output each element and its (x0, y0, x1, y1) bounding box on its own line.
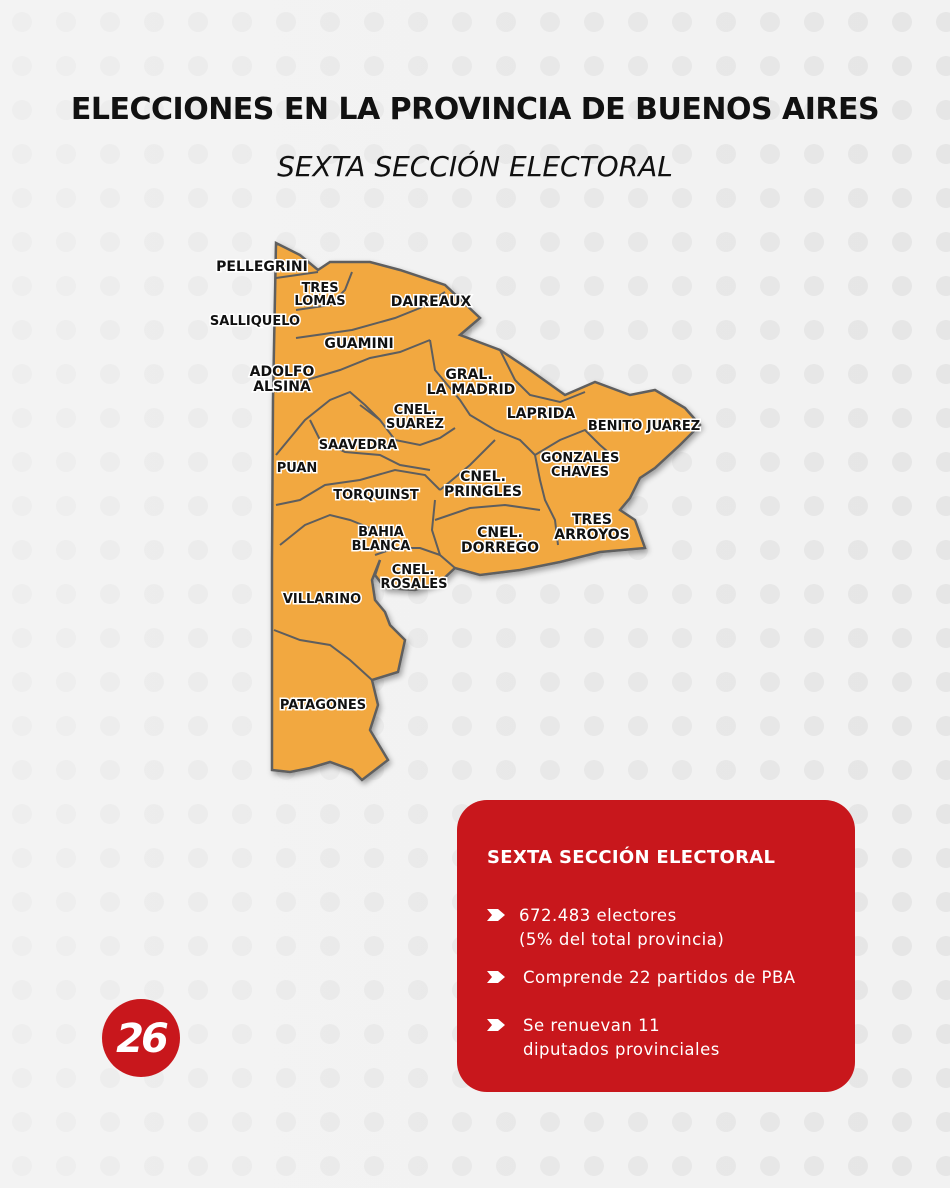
info-bullet-electores (487, 904, 724, 952)
arrow-bullet-icon (487, 971, 505, 983)
info-card (457, 800, 855, 1092)
label-gonzales-chaves-1: GONZALES (540, 451, 620, 466)
arrow-bullet-icon (487, 1019, 505, 1031)
info-bullet-diputados (487, 1014, 720, 1062)
arrow-bullet-icon (487, 909, 505, 921)
label-saavedra: SAAVEDRA (318, 438, 398, 453)
label-adolfo-alsina-2: ALSINA (253, 379, 311, 395)
channel-26-logo (101, 998, 181, 1078)
label-bahia-blanca-1: BAHIA (358, 525, 404, 540)
logo-text: 26 (116, 1016, 166, 1062)
label-tres-arroyos-2: ARROYOS (554, 527, 630, 543)
label-cnel-suarez-2: SUAREZ (386, 417, 444, 432)
label-guamini: GUAMINI (324, 336, 394, 352)
label-patagones: PATAGONES (279, 698, 367, 713)
info-bullet-text: (5% del total provincia) (519, 930, 725, 949)
label-villarino: VILLARINO (282, 592, 362, 607)
label-tres-lomas-1: TRES (301, 281, 339, 296)
label-laprida: LAPRIDA (506, 406, 576, 422)
label-daireaux: DAIREAUX (390, 294, 472, 310)
label-cnel-rosales-2: ROSALES (380, 577, 448, 592)
label-adolfo-alsina-1: ADOLFO (249, 364, 315, 380)
label-gral-la-madrid-2: LA MADRID (426, 382, 516, 398)
page-subtitle: SEXTA SECCIÓN ELECTORAL (277, 150, 673, 183)
label-bahia-blanca-2: BLANCA (351, 539, 411, 554)
info-bullet-text: 672.483 electores (519, 906, 677, 925)
label-cnel-pringles-2: PRINGLES (443, 484, 523, 500)
info-card-title: SEXTA SECCIÓN ELECTORAL (487, 847, 776, 868)
label-gonzales-chaves-2: CHAVES (551, 465, 609, 480)
label-salliquelo: SALLIQUELO (209, 314, 301, 329)
label-cnel-dorrego-1: CNEL. (477, 525, 523, 541)
label-torquinst: TORQUINST (333, 488, 419, 503)
label-tres-lomas-2: LOMAS (294, 294, 346, 309)
label-pellegrini: PELLEGRINI (216, 259, 308, 275)
label-cnel-rosales-1: CNEL. (391, 563, 435, 578)
info-bullet-partidos (487, 966, 796, 990)
info-bullet-text: diputados provinciales (523, 1040, 720, 1059)
label-cnel-dorrego-2: DORREGO (460, 540, 540, 556)
label-tres-arroyos-1: TRES (572, 512, 612, 528)
label-puan: PUAN (276, 461, 318, 476)
info-bullet-text: Se renuevan 11 (523, 1016, 661, 1035)
label-cnel-suarez-1: CNEL. (393, 403, 437, 418)
label-gral-la-madrid-1: GRAL. (445, 367, 493, 383)
info-bullet-text: Comprende 22 partidos de PBA (523, 968, 796, 987)
label-benito-juarez: BENITO JUAREZ (587, 419, 701, 434)
page-title: ELECCIONES EN LA PROVINCIA DE BUENOS AIRES (70, 92, 880, 127)
label-cnel-pringles-1: CNEL. (460, 469, 506, 485)
